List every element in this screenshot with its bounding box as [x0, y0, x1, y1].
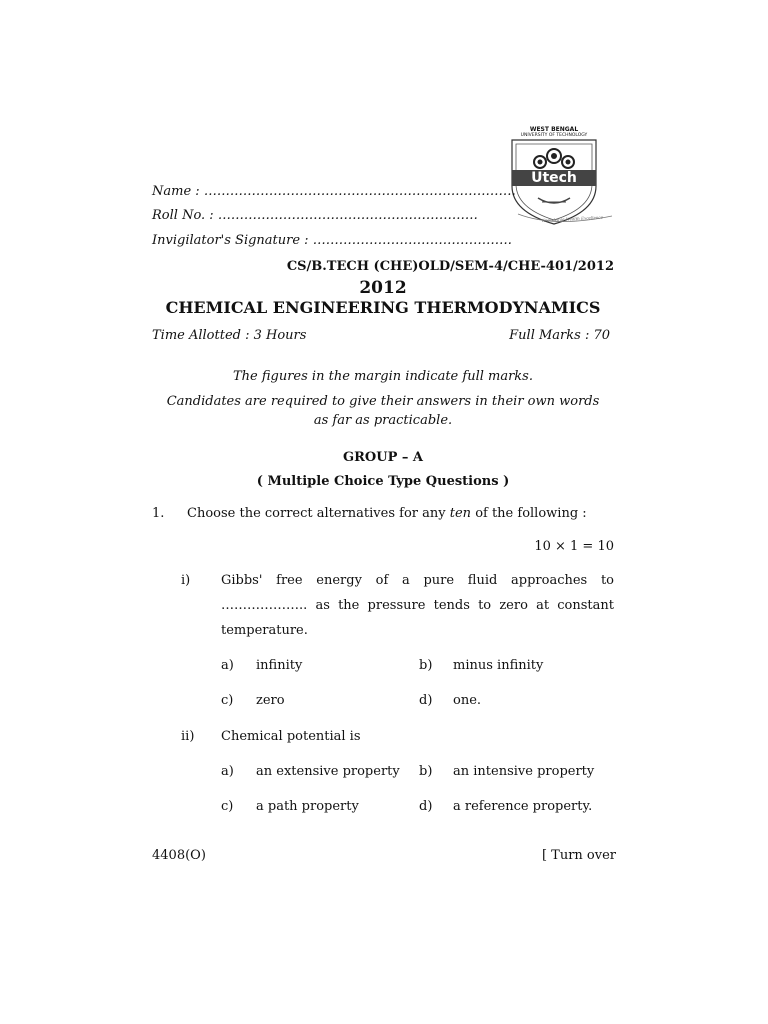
- logo-sub-text: UNIVERSITY OF TECHNOLOGY: [520, 133, 588, 138]
- subq-ii-option-b-key: b): [419, 764, 433, 779]
- turn-over: [ Turn over: [541, 848, 616, 863]
- university-logo: [488, 128, 616, 232]
- signature-label: Invigilator's Signature :: [152, 233, 309, 248]
- question-1-text: [187, 506, 587, 521]
- subq-i-option-b: minus infinity: [453, 658, 544, 673]
- subq-i-option-c: zero: [256, 693, 285, 708]
- subq-i-option-a-key: a): [221, 658, 234, 673]
- subq-ii-number: ii): [181, 729, 195, 744]
- subq-ii-option-d: a reference property.: [453, 799, 593, 814]
- paper-code: CS/B.TECH (CHE)OLD/SEM-4/CHE-401/2012: [286, 259, 614, 274]
- subq-i-number: i): [181, 573, 191, 588]
- subq-ii-option-b: an intensive property: [453, 764, 595, 779]
- subq-i-option-c-key: c): [221, 693, 234, 708]
- roll-label: Roll No. :: [152, 208, 214, 223]
- subq-i-option-d-key: d): [419, 693, 433, 708]
- subq-i-option-a: infinity: [256, 658, 303, 673]
- question-1-number: 1.: [152, 506, 165, 521]
- instruction-words-line2: as far as practicable.: [313, 413, 453, 428]
- instruction-words-line1: Candidates are required to give their answers in their own words: [166, 394, 600, 409]
- logo-tagline: Knowledge Wealth Excellence: [541, 214, 604, 223]
- group-subtitle: ( Multiple Choice Type Questions ): [256, 474, 510, 489]
- subq-ii-option-c: a path property: [256, 799, 359, 814]
- signature-field: [152, 233, 512, 248]
- group-title: GROUP – A: [343, 450, 423, 465]
- roll-dots: ……………………………………………………: [217, 208, 478, 223]
- question-1-text-pre: Choose the correct alternatives for any: [187, 506, 446, 521]
- question-1-text-em: ten: [449, 506, 472, 521]
- subq-ii-option-c-key: c): [221, 799, 234, 814]
- paper-title: CHEMICAL ENGINEERING THERMODYNAMICS: [165, 298, 601, 317]
- subq-i-option-b-key: b): [419, 658, 433, 673]
- question-1-marks: 10 × 1 = 10: [534, 539, 614, 554]
- exam-year: 2012: [359, 278, 407, 298]
- subq-i-line3: temperature.: [221, 623, 308, 638]
- instruction-margin: The figures in the margin indicate full marks.: [232, 369, 533, 384]
- full-marks: Full Marks : 70: [509, 328, 610, 343]
- subq-i-option-d: one.: [453, 693, 482, 708]
- name-label: Name :: [152, 184, 200, 199]
- subq-ii-option-a-key: a): [221, 764, 234, 779]
- subq-ii-line1: Chemical potential is: [221, 729, 361, 744]
- time-allotted: Time Allotted : 3 Hours: [152, 328, 307, 343]
- footer-code: 4408(O): [152, 848, 206, 863]
- name-dots: ………………………………………………………………: [203, 184, 516, 199]
- subq-i-line1: Gibbs' free energy of a pure fluid approaches to: [221, 573, 614, 588]
- logo-name: Utech: [531, 170, 577, 186]
- question-1-text-post: of the following :: [475, 506, 587, 521]
- name-field: [152, 184, 516, 199]
- roll-field: [152, 208, 478, 223]
- subq-i-line2: ……………….. as the pressure tends to zero at constant: [221, 598, 614, 613]
- subq-ii-option-a: an extensive property: [256, 764, 400, 779]
- signature-dots: ……………………………………….: [312, 233, 512, 248]
- subq-ii-option-d-key: d): [419, 799, 433, 814]
- logo-top-text: WEST BENGAL: [529, 126, 579, 133]
